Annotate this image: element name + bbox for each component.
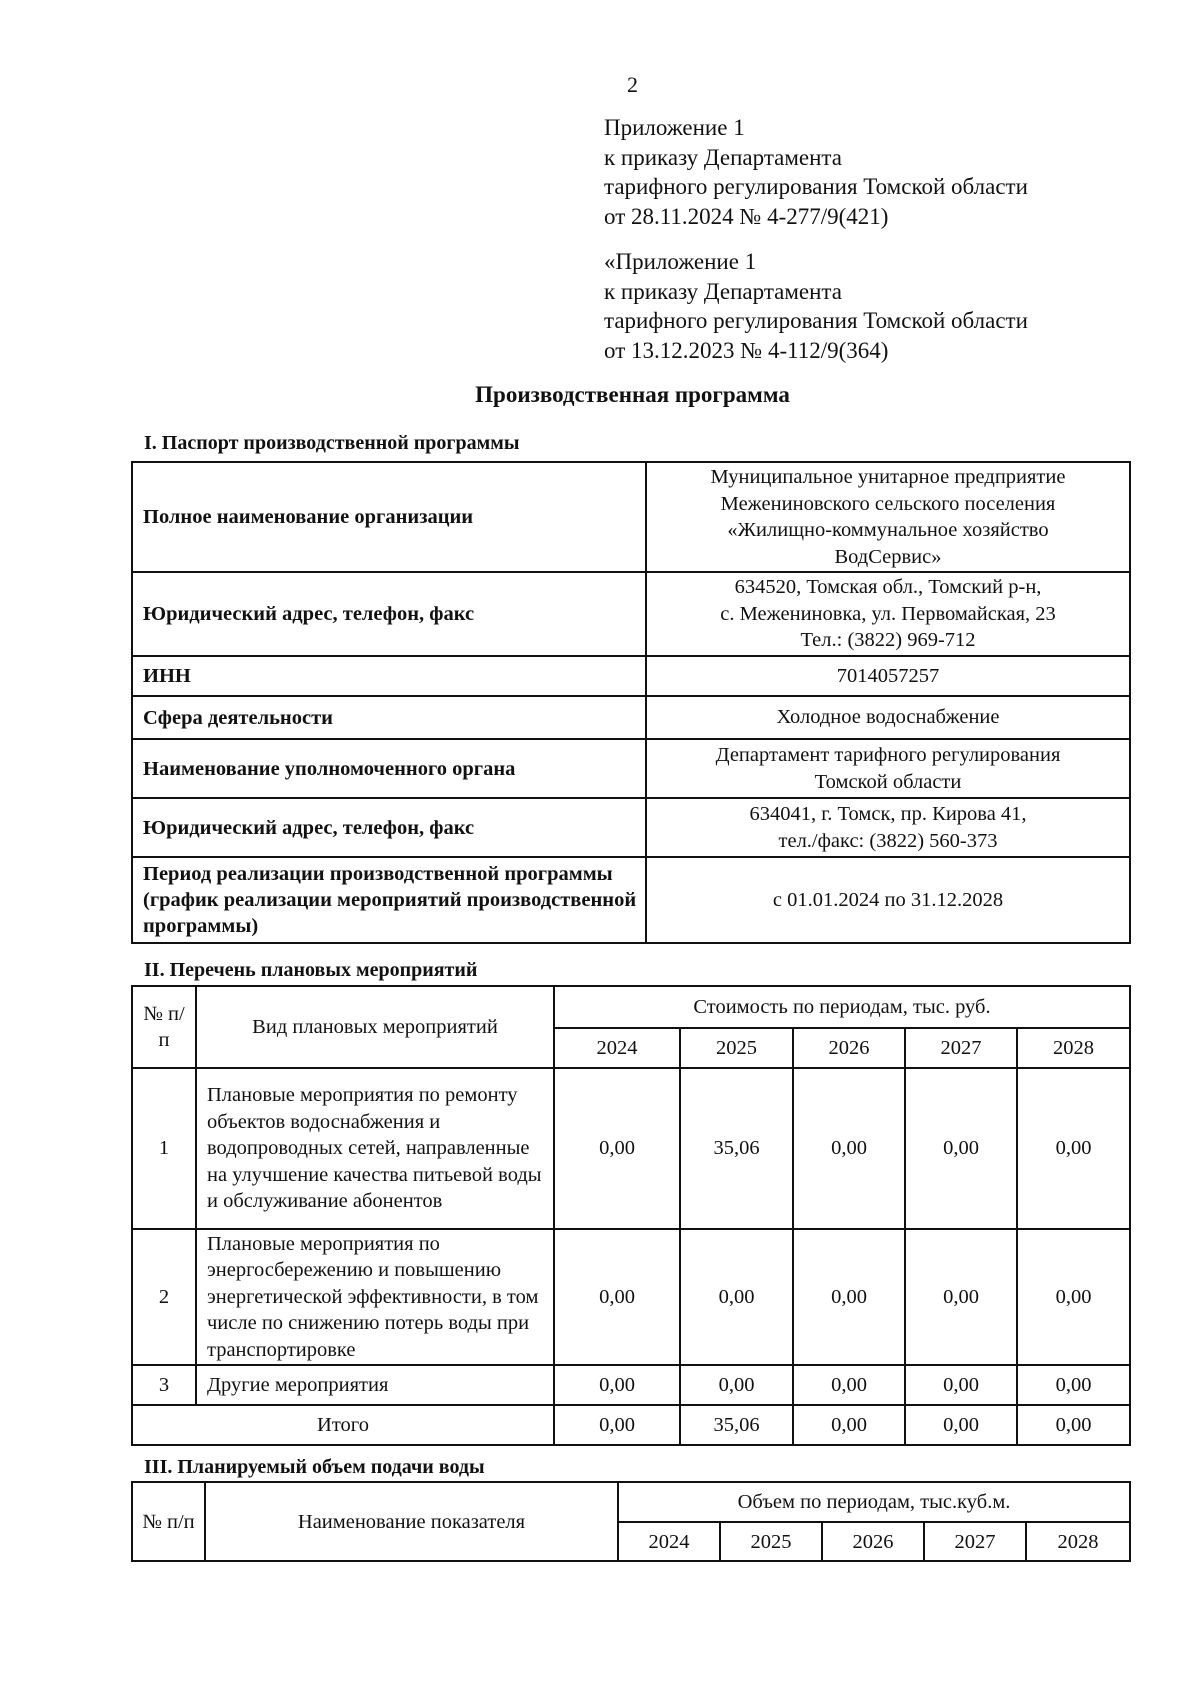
row-value: 0,00: [1017, 1068, 1130, 1229]
header-indicator-name: Наименование показателя: [205, 1482, 618, 1561]
passport-row: [132, 857, 1130, 943]
passport-row: [132, 572, 1130, 656]
table-row: [132, 1229, 1130, 1365]
row-value: 0,00: [793, 1365, 905, 1405]
row-num: 2: [132, 1229, 196, 1365]
passport-label: Наименование уполномоченного органа: [132, 739, 646, 798]
passport-label: ИНН: [132, 656, 646, 696]
year-header: 2027: [924, 1522, 1026, 1561]
row-value: 0,00: [680, 1229, 793, 1365]
year-header: 2027: [905, 1028, 1017, 1068]
total-value: 0,00: [905, 1405, 1017, 1445]
passport-value: 634041, г. Томск, пр. Кирова 41, тел./факс: (3822) 560-373: [646, 798, 1130, 857]
section-1-title: I. Паспорт производственной программы: [144, 432, 520, 454]
measures-header-row: [132, 986, 1130, 1028]
passport-label: Период реализации производственной программы (график реализации мероприятий производственной программы): [132, 857, 646, 943]
appendix-line: к приказу Департамента: [604, 278, 842, 304]
row-value: 0,00: [1017, 1365, 1130, 1405]
row-value: 35,06: [680, 1068, 793, 1229]
row-num: 3: [132, 1365, 196, 1405]
passport-label: Юридический адрес, телефон, факс: [132, 572, 646, 656]
header-volume: Объем по периодам, тыс.куб.м.: [618, 1482, 1130, 1522]
passport-row: [132, 739, 1130, 798]
page-number: 2: [627, 72, 638, 97]
row-value: 0,00: [905, 1229, 1017, 1365]
row-value: 0,00: [554, 1365, 680, 1405]
total-value: 0,00: [1017, 1405, 1130, 1445]
appendix-line: от 13.12.2023 № 4-112/9(364): [604, 337, 889, 363]
passport-label: Сфера деятельности: [132, 696, 646, 739]
total-value: 35,06: [680, 1405, 793, 1445]
passport-row: [132, 696, 1130, 739]
year-header: 2025: [680, 1028, 793, 1068]
appendix-current: [604, 113, 1028, 231]
passport-value: 634520, Томская обл., Томский р-н, с. Межениновка, ул. Первомайская, 23 Тел.: (3822) 969-712: [646, 572, 1130, 656]
document-title: Производственная программа: [475, 382, 790, 407]
appendix-line: тарифного регулирования Томской области: [604, 308, 1028, 333]
appendix-line: Приложение 1: [604, 115, 745, 140]
passport-table: [131, 461, 1131, 944]
passport-value: Департамент тарифного регулирования Томской области: [646, 739, 1130, 798]
row-desc: Плановые мероприятия по энергосбережению и повышению энергетической эффективности, в том числе по снижению потерь воды при транспортировке: [196, 1229, 554, 1365]
table-row: [132, 1068, 1130, 1229]
year-header: 2025: [720, 1522, 822, 1561]
volume-table: [131, 1481, 1131, 1562]
passport-value: 7014057257: [646, 656, 1130, 696]
total-value: 0,00: [554, 1405, 680, 1445]
row-value: 0,00: [905, 1365, 1017, 1405]
year-header: 2028: [1017, 1028, 1130, 1068]
table-row: [132, 1365, 1130, 1405]
passport-value: Холодное водоснабжение: [646, 696, 1130, 739]
header-cost: Стоимость по периодам, тыс. руб.: [554, 986, 1130, 1028]
row-num: 1: [132, 1068, 196, 1229]
header-num: № п/п: [132, 1482, 205, 1561]
row-value: 0,00: [905, 1068, 1017, 1229]
measures-table: [131, 985, 1131, 1446]
passport-label: Юридический адрес, телефон, факс: [132, 798, 646, 857]
row-value: 0,00: [793, 1229, 905, 1365]
year-header: 2026: [793, 1028, 905, 1068]
year-header: 2026: [822, 1522, 924, 1561]
section-3-title: III. Планируемый объем подачи воды: [144, 1456, 485, 1478]
appendix-line: от 28.11.2024 № 4-277/9(421): [604, 203, 889, 229]
row-value: 0,00: [1017, 1229, 1130, 1365]
year-header: 2028: [1026, 1522, 1130, 1561]
total-value: 0,00: [793, 1405, 905, 1445]
row-value: 0,00: [554, 1068, 680, 1229]
row-desc: Другие мероприятия: [196, 1365, 554, 1405]
passport-value: с 01.01.2024 по 31.12.2028: [646, 857, 1130, 943]
passport-row: [132, 462, 1130, 572]
passport-value: Муниципальное унитарное предприятие Межениновского сельского поселения «Жилищно-коммунальное хозяйство ВодСервис»: [646, 462, 1130, 572]
year-header: 2024: [618, 1522, 720, 1561]
appendix-line: к приказу Департамента: [604, 144, 842, 170]
passport-row: [132, 656, 1130, 696]
appendix-previous: [604, 247, 1028, 365]
row-value: 0,00: [554, 1229, 680, 1365]
header-measure-type: Вид плановых мероприятий: [196, 986, 554, 1068]
passport-label: Полное наименование организации: [132, 462, 646, 572]
row-value: 0,00: [793, 1068, 905, 1229]
row-desc: Плановые мероприятия по ремонту объектов водоснабжения и водопроводных сетей, направленные на улучшение качества питьевой воды и обслуживание абонентов: [196, 1068, 554, 1229]
total-label: Итого: [132, 1405, 554, 1445]
row-value: 0,00: [680, 1365, 793, 1405]
passport-row: [132, 798, 1130, 857]
year-header: 2024: [554, 1028, 680, 1068]
header-num: № п/п: [132, 986, 196, 1068]
volume-header-row: [132, 1482, 1130, 1522]
appendix-line: «Приложение 1: [604, 249, 757, 274]
total-row: [132, 1405, 1130, 1445]
appendix-line: тарифного регулирования Томской области: [604, 174, 1028, 199]
section-2-title: II. Перечень плановых мероприятий: [144, 959, 478, 981]
